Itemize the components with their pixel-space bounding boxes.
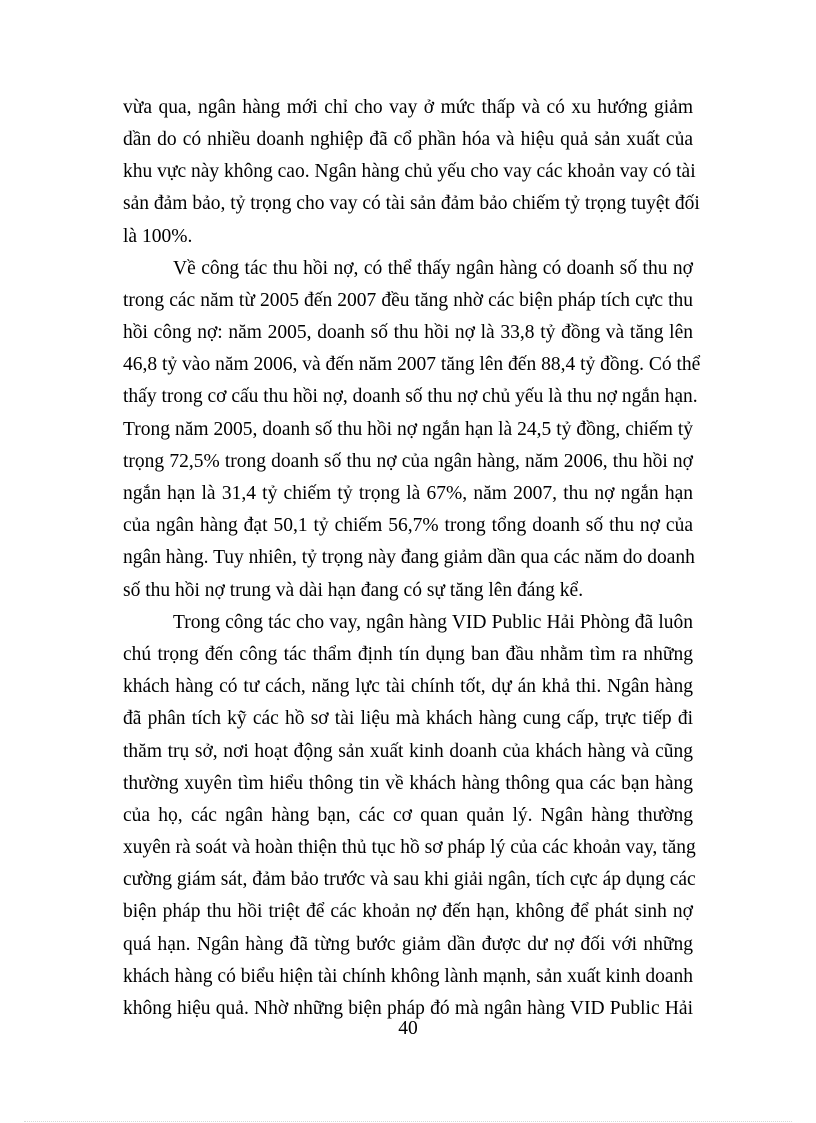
text-line: Trong năm 2005, doanh số thu hồi nợ ngắn hạn là 24,5 tỷ đồng, chiếm tỷ xyxy=(123,419,693,440)
text-line: hồi công nợ: năm 2005, doanh số thu hồi nợ là 33,8 tỷ đồng và tăng lên xyxy=(123,322,693,343)
text-line: dần do có nhiều doanh nghiệp đã cổ phần hóa và hiệu quả sản xuất của xyxy=(123,129,693,150)
text-line: chú trọng đến công tác thẩm định tín dụng ban đầu nhằm tìm ra những xyxy=(123,644,693,665)
text-line: 46,8 tỷ vào năm 2006, và đến năm 2007 tăng lên đến 88,4 tỷ đồng. Có thể xyxy=(123,354,701,375)
text-line: là 100%. xyxy=(123,226,193,247)
text-line: của ngân hàng đạt 50,1 tỷ chiếm 56,7% trong tổng doanh số thu nợ của xyxy=(123,515,693,536)
text-line: cường giám sát, đảm bảo trước và sau khi giải ngân, tích cực áp dụng các xyxy=(123,869,696,890)
text-line: sản đảm bảo, tỷ trọng cho vay có tài sản đảm bảo chiếm tỷ trọng tuyệt đối xyxy=(123,193,700,214)
text-line: thấy trong cơ cấu thu hồi nợ, doanh số thu nợ chủ yếu là thu nợ ngắn hạn. xyxy=(123,386,698,407)
paragraph-first-line: Về công tác thu hồi nợ, có thể thấy ngân hàng có doanh số thu nợ xyxy=(173,258,693,279)
page-number: 40 xyxy=(398,1018,418,1039)
text-line: trong các năm từ 2005 đến 2007 đều tăng nhờ các biện pháp tích cực thu xyxy=(123,290,693,311)
text-line: đã phân tích kỹ các hồ sơ tài liệu mà khách hàng cung cấp, trực tiếp đi xyxy=(123,708,693,729)
text-line: vừa qua, ngân hàng mới chỉ cho vay ở mức thấp và có xu hướng giảm xyxy=(123,97,693,118)
text-line: quá hạn. Ngân hàng đã từng bước giảm dần được dư nợ đối với những xyxy=(123,934,693,955)
text-line: ngân hàng. Tuy nhiên, tỷ trọng này đang giảm dần qua các năm do doanh xyxy=(123,547,695,568)
text-line: xuyên rà soát và hoàn thiện thủ tục hồ sơ pháp lý của các khoản vay, tăng xyxy=(123,837,696,858)
text-line: trọng 72,5% trong doanh số thu nợ của ngân hàng, năm 2006, thu hồi nợ xyxy=(123,451,693,472)
text-line: không hiệu quả. Nhờ những biện pháp đó mà ngân hàng VID Public Hải xyxy=(123,998,693,1019)
paragraph-first-line: Trong công tác cho vay, ngân hàng VID Public Hải Phòng đã luôn xyxy=(173,612,693,633)
text-line: biện pháp thu hồi triệt để các khoản nợ đến hạn, không để phát sinh nợ xyxy=(123,901,693,922)
text-line: khách hàng có biểu hiện tài chính không lành mạnh, sản xuất kinh doanh xyxy=(123,966,693,987)
text-line: khách hàng có tư cách, năng lực tài chính tốt, dự án khả thi. Ngân hàng xyxy=(123,676,693,697)
text-line: số thu hồi nợ trung và dài hạn đang có sự tăng lên đáng kể. xyxy=(123,580,584,601)
text-line: của họ, các ngân hàng bạn, các cơ quan quản lý. Ngân hàng thường xyxy=(123,805,693,826)
text-line: thăm trụ sở, nơi hoạt động sản xuất kinh doanh của khách hàng và cũng xyxy=(123,741,693,762)
text-line: ngắn hạn là 31,4 tỷ chiếm tỷ trọng là 67%, năm 2007, thu nợ ngắn hạn xyxy=(123,483,693,504)
page-bottom-divider xyxy=(24,1121,792,1122)
text-line: khu vực này không cao. Ngân hàng chủ yếu cho vay các khoản vay có tài xyxy=(123,161,696,182)
text-line: thường xuyên tìm hiểu thông tin về khách hàng thông qua các bạn hàng xyxy=(123,773,693,794)
